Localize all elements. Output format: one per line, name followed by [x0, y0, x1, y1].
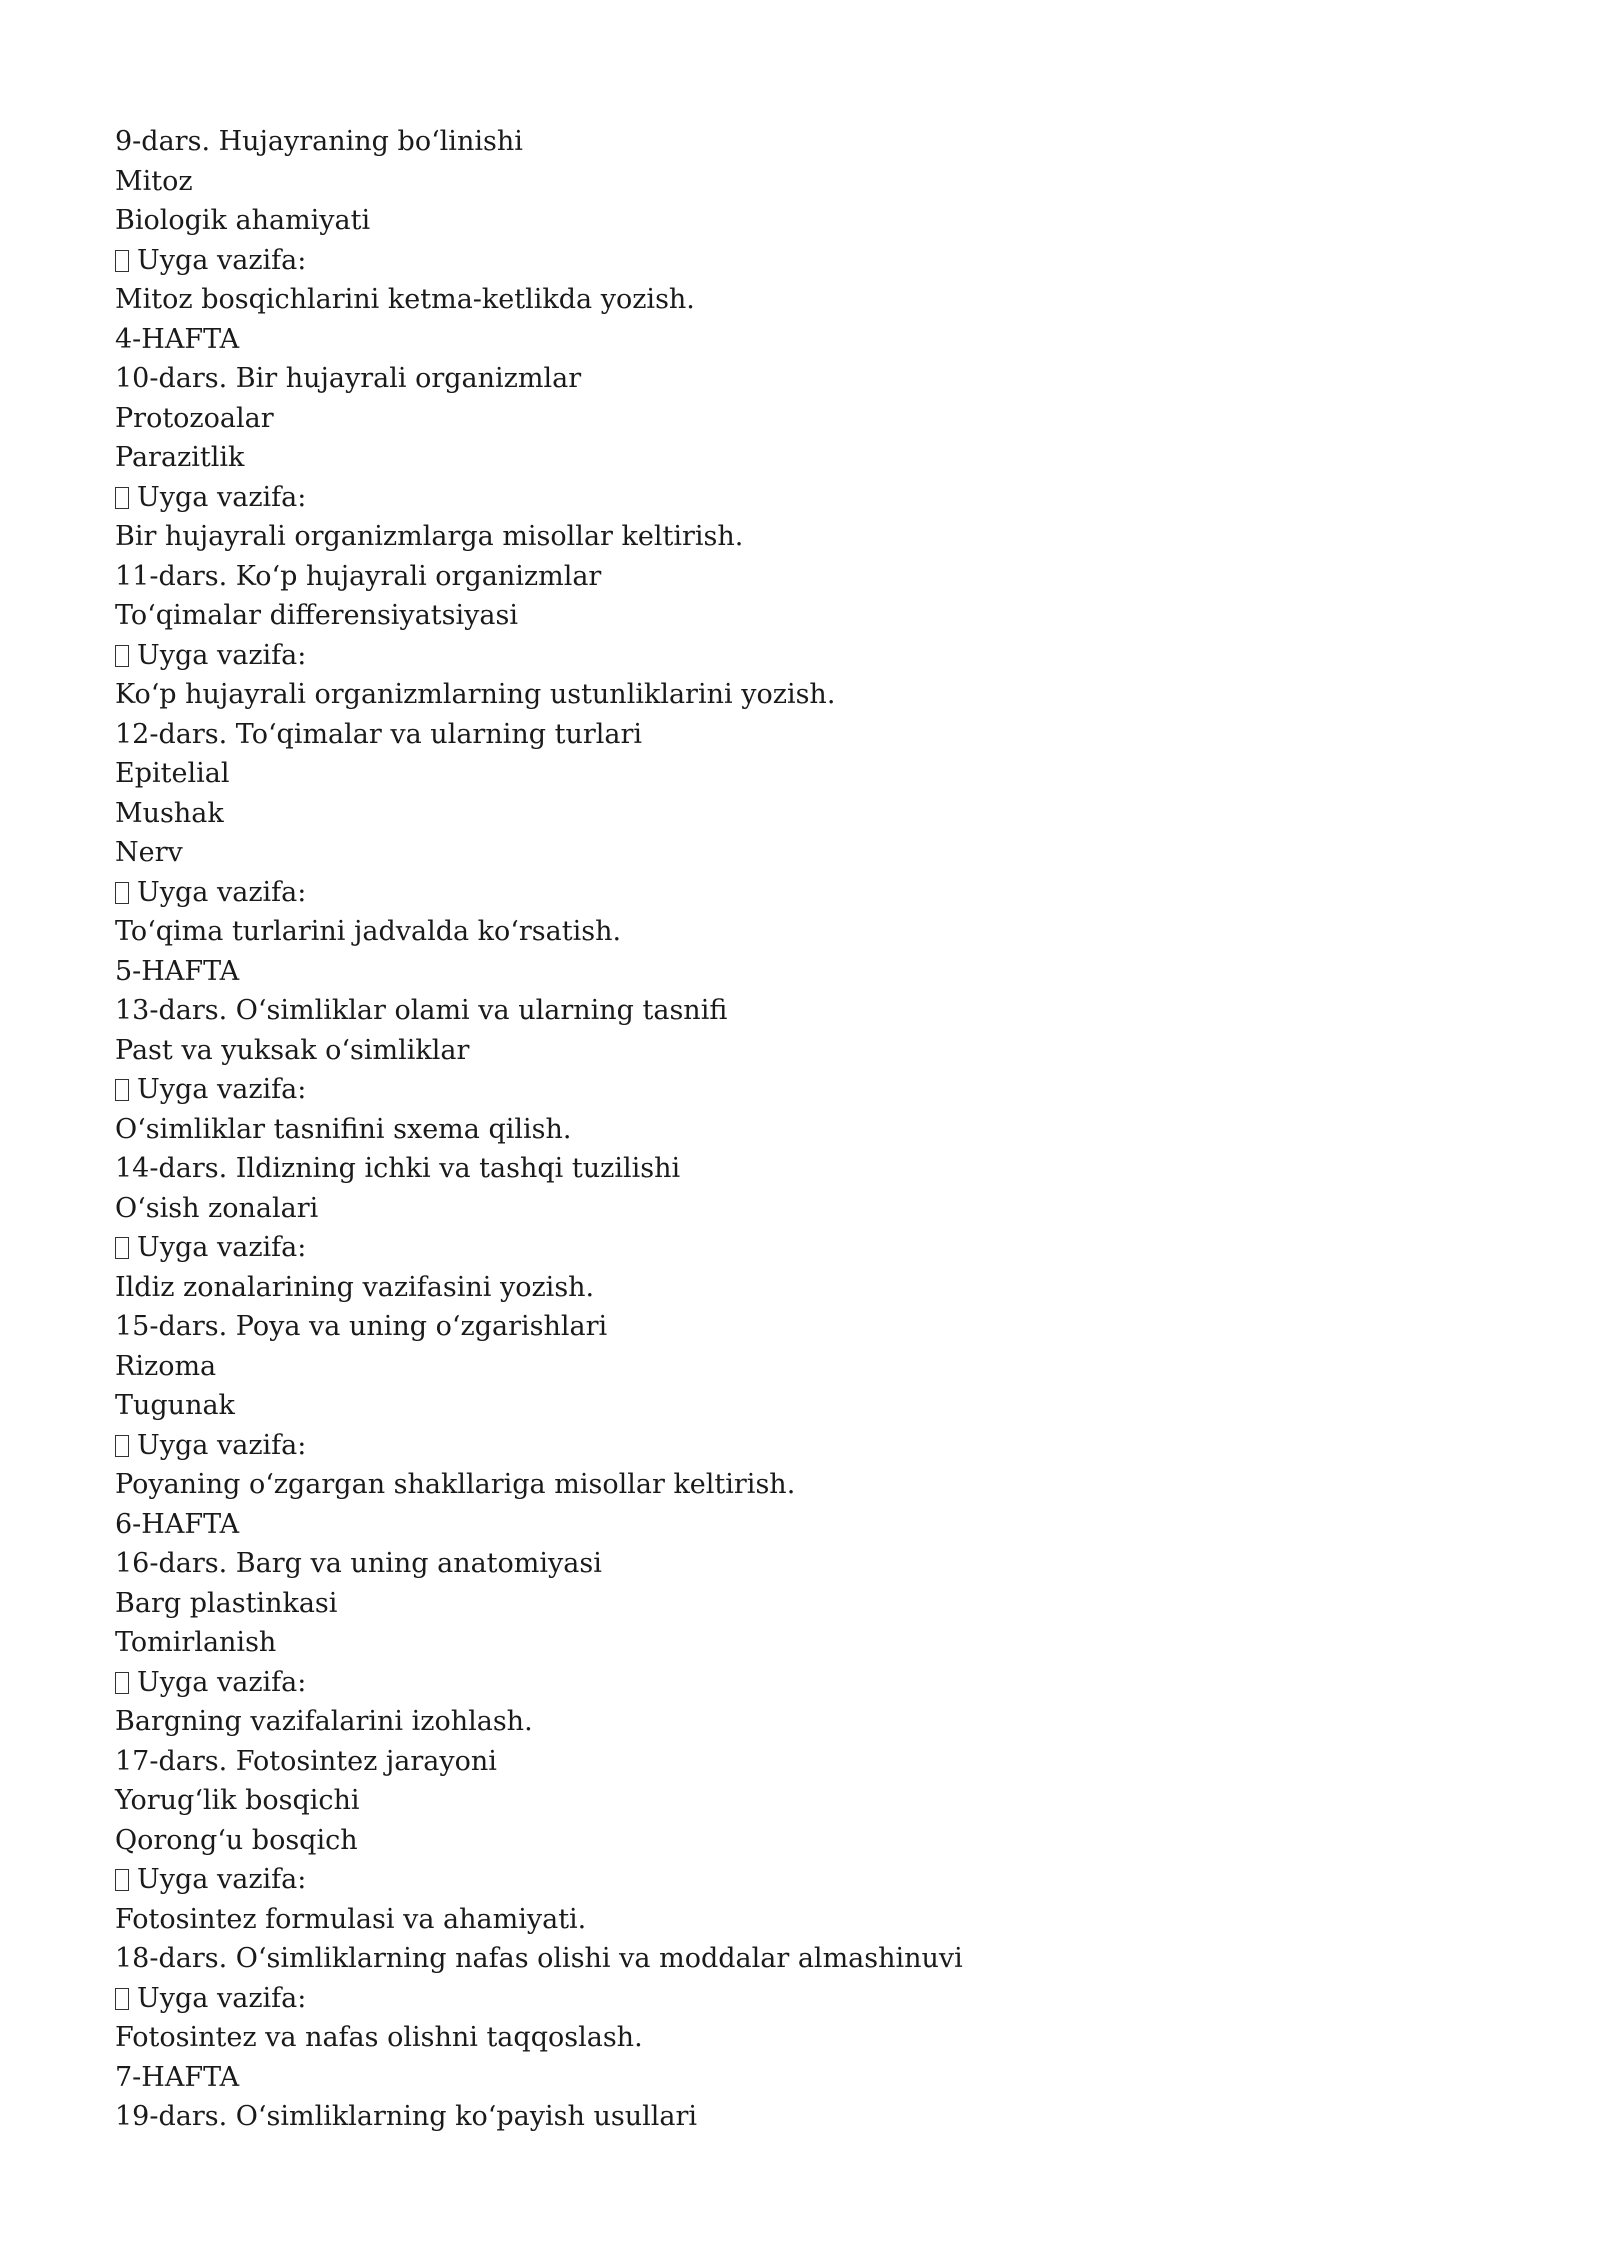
line-text: 5-HAFTA — [115, 955, 240, 987]
text-line — [115, 675, 1515, 715]
text-line — [115, 2097, 1515, 2137]
homework-line — [115, 1228, 1515, 1268]
line-text: Mitoz bosqichlarini ketma-ketlikda yozish. — [115, 284, 695, 315]
line-text: Qorongʻu bosqich — [115, 1824, 358, 1856]
text-line — [115, 1623, 1515, 1663]
line-text: Uyga vazifa: — [137, 481, 307, 513]
line-text: 9-dars. Hujayraning boʻlinishi — [115, 126, 523, 157]
line-text: 6-HAFTA — [115, 1508, 240, 1540]
line-text: 13-dars. Oʻsimliklar olami va ularning tasnifi — [115, 995, 728, 1026]
line-text: Mushak — [115, 797, 224, 829]
text-line — [115, 1465, 1515, 1505]
text-line — [115, 1031, 1515, 1071]
line-text: 18-dars. Oʻsimliklarning nafas olishi va moddalar almashinuvi — [115, 1943, 963, 1974]
line-text: Fotosintez va nafas olishni taqqoslash. — [115, 2022, 643, 2053]
line-text: Uyga vazifa: — [137, 639, 307, 671]
text-line — [115, 162, 1515, 202]
line-text: Yorugʻlik bosqichi — [115, 1785, 360, 1816]
text-line — [115, 122, 1515, 162]
line-text: Bir hujayrali organizmlarga misollar keltirish. — [115, 521, 744, 552]
line-text: Koʻp hujayrali organizmlarning ustunliklarini yozish. — [115, 679, 836, 710]
text-line — [115, 1781, 1515, 1821]
line-text: 15-dars. Poya va uning oʻzgarishlari — [115, 1311, 608, 1342]
line-text: Bargning vazifalarini izohlash. — [115, 1706, 533, 1737]
text-line — [115, 517, 1515, 557]
text-line — [115, 1505, 1515, 1545]
line-text: Mitoz — [115, 165, 193, 197]
text-line — [115, 1742, 1515, 1782]
line-text: Tugunak — [115, 1390, 235, 1421]
text-line — [115, 201, 1515, 241]
text-line — [115, 1939, 1515, 1979]
text-line — [115, 991, 1515, 1031]
text-line — [115, 1702, 1515, 1742]
line-text: 17-dars. Fotosintez jarayoni — [115, 1745, 497, 1777]
text-line — [115, 1110, 1515, 1150]
text-line — [115, 794, 1515, 834]
text-line — [115, 715, 1515, 755]
line-text: Uyga vazifa: — [137, 1864, 307, 1895]
line-text: Uyga vazifa: — [137, 1232, 307, 1263]
line-text: Uyga vazifa: — [137, 244, 307, 276]
line-text: 16-dars. Barg va uning anatomiyasi — [115, 1548, 602, 1579]
text-line — [115, 1307, 1515, 1347]
line-text: 4-HAFTA — [115, 323, 240, 355]
line-text: Past va yuksak oʻsimliklar — [115, 1034, 470, 1066]
document-page — [115, 122, 1515, 2137]
box-icon — [115, 1435, 129, 1457]
text-line — [115, 1347, 1515, 1387]
line-text: Uyga vazifa: — [137, 1429, 307, 1461]
text-line — [115, 1386, 1515, 1426]
line-text: 11-dars. Koʻp hujayrali organizmlar — [115, 560, 602, 592]
line-text: Rizoma — [115, 1350, 217, 1382]
homework-line — [115, 1663, 1515, 1703]
homework-line — [115, 478, 1515, 518]
line-text: Epitelial — [115, 758, 230, 789]
line-text: Toʻqima turlarini jadvalda koʻrsatish. — [115, 916, 622, 947]
line-text: Toʻqimalar differensiyatsiyasi — [115, 600, 518, 631]
line-text: Ildiz zonalarining vazifasini yozish. — [115, 1271, 595, 1303]
text-line — [115, 1189, 1515, 1229]
box-icon — [115, 1079, 129, 1101]
homework-line — [115, 1979, 1515, 2019]
line-text: 19-dars. Oʻsimliklarning koʻpayish usullari — [115, 2101, 697, 2132]
line-text: Oʻsimliklar tasnifini sxema qilish. — [115, 1113, 572, 1145]
text-line — [115, 399, 1515, 439]
text-line — [115, 280, 1515, 320]
line-text: Barg plastinkasi — [115, 1587, 338, 1619]
text-line — [115, 1149, 1515, 1189]
box-icon — [115, 1869, 129, 1891]
homework-line — [115, 241, 1515, 281]
homework-line — [115, 636, 1515, 676]
line-text: Uyga vazifa: — [137, 1982, 307, 2014]
line-text: Fotosintez formulasi va ahamiyati. — [115, 1903, 587, 1935]
text-line — [115, 754, 1515, 794]
text-line — [115, 833, 1515, 873]
line-text: Tomirlanish — [115, 1627, 277, 1658]
line-text: Uyga vazifa: — [137, 876, 307, 908]
box-icon — [115, 250, 129, 272]
homework-line — [115, 1426, 1515, 1466]
box-icon — [115, 882, 129, 904]
line-text: Nerv — [115, 837, 183, 868]
text-line — [115, 1268, 1515, 1308]
text-line — [115, 1900, 1515, 1940]
text-line — [115, 2058, 1515, 2098]
homework-line — [115, 873, 1515, 913]
box-icon — [115, 487, 129, 509]
line-text: Oʻsish zonalari — [115, 1192, 319, 1224]
box-icon — [115, 1237, 129, 1259]
line-text: 10-dars. Bir hujayrali organizmlar — [115, 363, 582, 394]
text-line — [115, 1584, 1515, 1624]
text-line — [115, 1821, 1515, 1861]
text-line — [115, 438, 1515, 478]
line-text: 14-dars. Ildizning ichki va tashqi tuzilishi — [115, 1153, 681, 1184]
text-line — [115, 320, 1515, 360]
text-line — [115, 952, 1515, 992]
line-text: 12-dars. Toʻqimalar va ularning turlari — [115, 718, 643, 750]
line-text: 7-HAFTA — [115, 2061, 240, 2093]
homework-line — [115, 1860, 1515, 1900]
line-text: Protozoalar — [115, 402, 274, 434]
line-text: Poyaning oʻzgargan shakllariga misollar keltirish. — [115, 1469, 796, 1500]
text-line — [115, 359, 1515, 399]
text-line — [115, 1544, 1515, 1584]
line-text: Biologik ahamiyati — [115, 205, 371, 236]
line-text: Uyga vazifa: — [137, 1666, 307, 1698]
box-icon — [115, 1672, 129, 1694]
text-line — [115, 557, 1515, 597]
box-icon — [115, 645, 129, 667]
homework-line — [115, 1070, 1515, 1110]
text-line — [115, 2018, 1515, 2058]
text-line — [115, 596, 1515, 636]
line-text: Uyga vazifa: — [137, 1074, 307, 1105]
line-text: Parazitlik — [115, 442, 245, 473]
box-icon — [115, 1988, 129, 2010]
text-line — [115, 912, 1515, 952]
